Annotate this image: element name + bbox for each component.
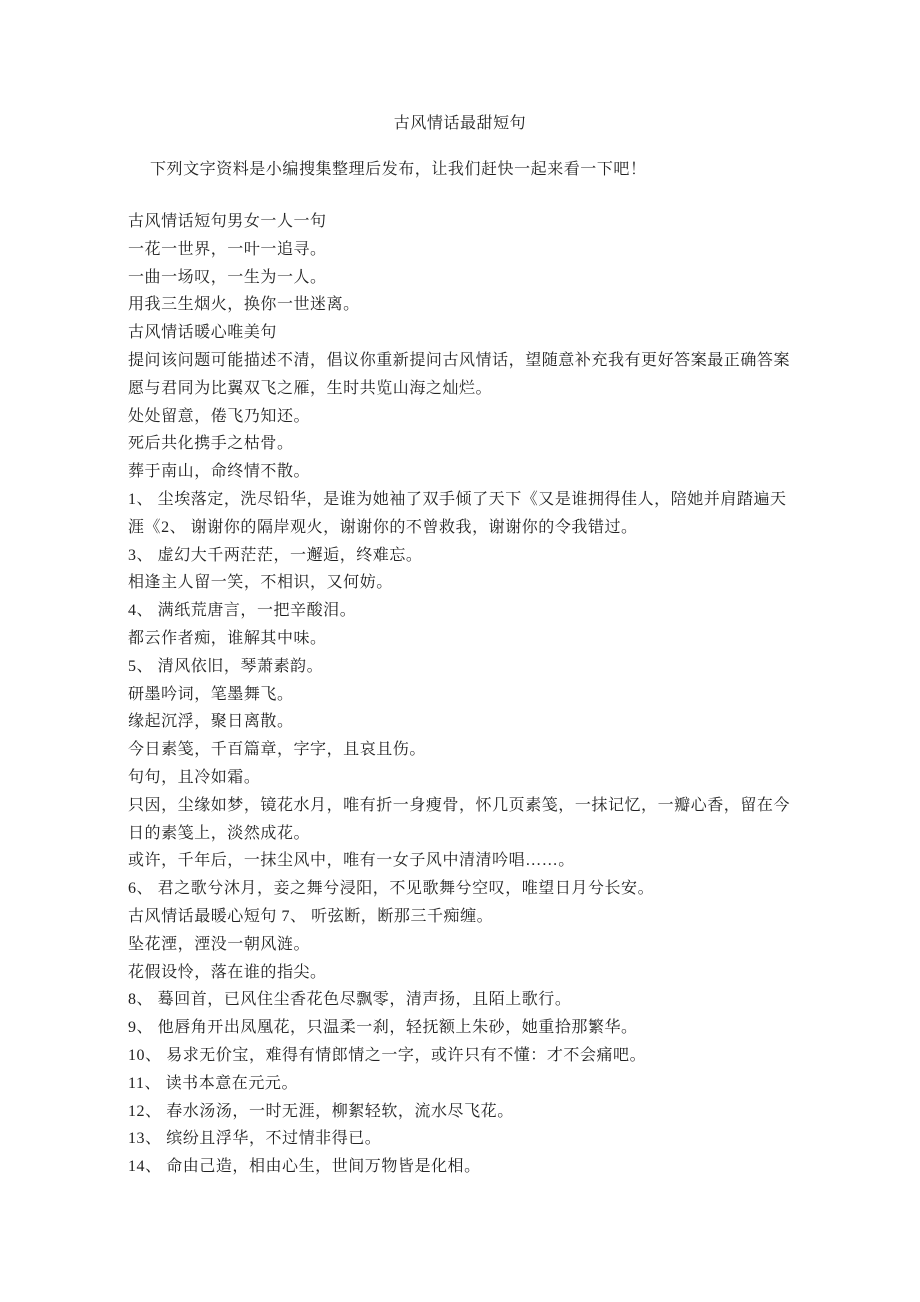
document-body (128, 208, 792, 1181)
text-line: 愿与君同为比翼双飞之雁，生时共览山海之灿烂。 (128, 379, 493, 397)
text-line: 11、 读书本意在元元。 (128, 1074, 299, 1092)
text-line: 1、 尘埃落定，洗尽铅华，是谁为她袖了双手倾了天下《又是谁拥得佳人，陪她并肩踏遍天 (128, 490, 787, 508)
text-line: 古风情话最暖心短句 7、 听弦断，断那三千痴缠。 (128, 907, 494, 925)
text-line: 10、 易求无价宝，难得有情郎情之一字，或许只有不懂：才不会痛吧。 (128, 1046, 647, 1064)
text-line: 提问该问题可能描述不清，倡议你重新提问古风情话，望随意补充我有更好答案最正确答案 (128, 351, 791, 369)
text-line: 5、 清风依旧，琴萧素韵。 (128, 657, 324, 675)
text-line: 日的素笺上，淡然成花。 (128, 824, 311, 842)
text-line: 用我三生烟火，换你一世迷离。 (128, 296, 360, 314)
text-line: 一花一世界，一叶一追寻。 (128, 240, 327, 258)
text-line: 句句，且冷如霜。 (128, 768, 261, 786)
text-line: 涯《2、 谢谢你的隔岸观火，谢谢你的不曾救我，谢谢你的令我错过。 (128, 518, 638, 536)
page-title: 古风情话最甜短句 (393, 115, 527, 132)
text-line: 或许，千年后，一抹尘风中，唯有一女子风中清清吟唱……。 (128, 852, 575, 870)
text-line: 6、 君之歌兮沐月，妾之舞兮浸阳，不见歌舞兮空叹，唯望日月兮长安。 (128, 880, 655, 898)
text-line: 相逢主人留一笑，不相识，又何妨。 (128, 574, 393, 592)
text-line: 古风情话暖心唯美句 (128, 324, 277, 342)
text-line: 13、 缤纷且浮华，不过情非得已。 (128, 1130, 382, 1148)
text-line: 古风情话短句男女一人一句 (128, 213, 327, 230)
text-line: 4、 满纸荒唐言，一把辛酸泪。 (128, 602, 357, 620)
text-line: 只因，尘缘如梦，镜花水月，唯有折一身瘦骨，怀几页素笺，一抹记忆，一瓣心香，留在今 (128, 796, 791, 814)
intro-paragraph: 下列文字资料是小编搜集整理后发布，让我们赶快一起来看一下吧！ (150, 161, 647, 178)
text-line: 12、 春水汤汤，一时无涯，柳絮轻软，流水尽飞花。 (128, 1102, 514, 1120)
text-line: 缘起沉浮，聚日离散。 (128, 713, 294, 731)
text-line: 处处留意，倦飞乃知还。 (128, 407, 311, 425)
text-line: 今日素笺，千百篇章，字字，且哀且伤。 (128, 741, 426, 759)
text-line: 都云作者痴，谁解其中味。 (128, 629, 327, 647)
text-line: 坠花湮，湮没一朝风涟。 (128, 935, 311, 953)
text-line: 死后共化携手之枯骨。 (128, 435, 294, 453)
text-line: 14、 命由己造，相由心生，世间万物皆是化相。 (128, 1158, 481, 1176)
text-line: 花假设怜，落在谁的指尖。 (128, 963, 327, 981)
text-line: 9、 他唇角开出凤凰花，只温柔一刹，轻抚额上朱砂，她重拾那繁华。 (128, 1019, 638, 1037)
text-line: 葬于南山，命终情不散。 (128, 463, 311, 481)
text-line: 8、 蓦回首，已风住尘香花色尽飘零，清声扬，且陌上歌行。 (128, 991, 572, 1009)
text-line: 一曲一场叹，一生为一人。 (128, 268, 327, 286)
text-line: 3、 虚幻大千两茫茫，一邂逅，终难忘。 (128, 546, 423, 564)
text-line: 研墨吟词，笔墨舞飞。 (128, 685, 294, 703)
